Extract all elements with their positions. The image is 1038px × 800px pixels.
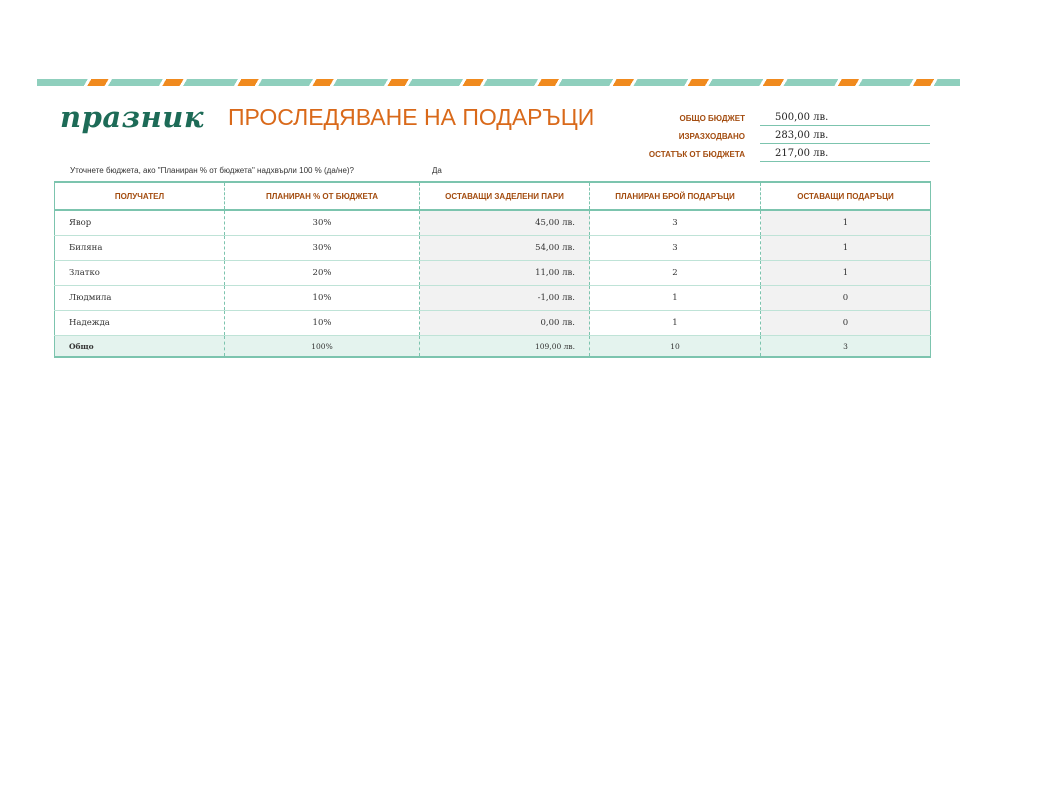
cell-planned-gifts[interactable]: 1: [590, 311, 761, 336]
cell-remaining-gifts[interactable]: 1: [761, 261, 931, 286]
budget-remaining-value[interactable]: 217,00 лв.: [760, 148, 930, 162]
header-remaining-money[interactable]: ОСТАВАЩИ ЗАДЕЛЕНИ ПАРИ: [420, 182, 590, 210]
cell-remaining-gifts[interactable]: 0: [761, 311, 931, 336]
cell-recipient[interactable]: Златко: [55, 261, 225, 286]
table-row: [55, 261, 931, 286]
table-row: [55, 286, 931, 311]
cell-recipient[interactable]: Биляна: [55, 236, 225, 261]
cell-planned-percent[interactable]: 10%: [225, 286, 420, 311]
cell-recipient[interactable]: Явор: [55, 210, 225, 236]
budget-total-value[interactable]: 500,00 лв.: [760, 112, 930, 126]
page-title: ПРОСЛЕДЯВАНЕ НА ПОДАРЪЦИ: [228, 104, 595, 130]
budget-spent-label: ИЗРАЗХОДВАНО: [678, 132, 745, 141]
budget-question: Уточнете бюджета, ако "Планиран % от бюджета" надхвърли 100 % (да/не)?: [70, 166, 355, 175]
cell-recipient[interactable]: Людмила: [55, 286, 225, 311]
total-remaining-money[interactable]: 109,00 лв.: [420, 336, 590, 358]
cell-planned-percent[interactable]: 10%: [225, 311, 420, 336]
total-planned-gifts[interactable]: 10: [590, 336, 761, 358]
header-remaining-gifts[interactable]: ОСТАВАЩИ ПОДАРЪЦИ: [761, 182, 931, 210]
cell-remaining-money[interactable]: 0,00 лв.: [420, 311, 590, 336]
budget-question-answer[interactable]: Да: [432, 166, 442, 175]
budget-row-remaining: [600, 144, 930, 162]
header-planned-percent[interactable]: ПЛАНИРАН % ОТ БЮДЖЕТА: [225, 182, 420, 210]
cell-remaining-gifts[interactable]: 1: [761, 210, 931, 236]
gift-table: [54, 181, 931, 358]
total-remaining-gifts[interactable]: 3: [761, 336, 931, 358]
table-row: [55, 236, 931, 261]
budget-row-total: [600, 108, 930, 126]
cell-remaining-money[interactable]: 45,00 лв.: [420, 210, 590, 236]
cell-remaining-money[interactable]: 11,00 лв.: [420, 261, 590, 286]
cell-remaining-money[interactable]: 54,00 лв.: [420, 236, 590, 261]
budget-summary: [600, 108, 930, 162]
budget-total-label: ОБЩО БЮДЖЕТ: [679, 114, 745, 123]
cell-planned-gifts[interactable]: 1: [590, 286, 761, 311]
table-header-row: [55, 182, 931, 210]
total-label[interactable]: Общо: [55, 336, 225, 358]
table-total-row: [55, 336, 931, 358]
cell-planned-gifts[interactable]: 3: [590, 236, 761, 261]
cell-planned-percent[interactable]: 30%: [225, 236, 420, 261]
header-planned-gifts[interactable]: ПЛАНИРАН БРОЙ ПОДАРЪЦИ: [590, 182, 761, 210]
cell-planned-gifts[interactable]: 2: [590, 261, 761, 286]
total-planned-percent[interactable]: 100%: [225, 336, 420, 358]
table-row: [55, 210, 931, 236]
cell-recipient[interactable]: Надежда: [55, 311, 225, 336]
cell-remaining-money[interactable]: -1,00 лв.: [420, 286, 590, 311]
cell-planned-gifts[interactable]: 3: [590, 210, 761, 236]
cell-planned-percent[interactable]: 20%: [225, 261, 420, 286]
cell-planned-percent[interactable]: 30%: [225, 210, 420, 236]
brand-title: празник: [60, 100, 205, 134]
cell-remaining-gifts[interactable]: 0: [761, 286, 931, 311]
budget-row-spent: [600, 126, 930, 144]
budget-remaining-label: ОСТАТЪК ОТ БЮДЖЕТА: [648, 150, 745, 159]
header-recipient[interactable]: ПОЛУЧАТЕЛ: [55, 182, 225, 210]
cell-remaining-gifts[interactable]: 1: [761, 236, 931, 261]
budget-spent-value[interactable]: 283,00 лв.: [760, 130, 930, 144]
table-row: [55, 311, 931, 336]
decorative-stripe: [37, 79, 960, 86]
